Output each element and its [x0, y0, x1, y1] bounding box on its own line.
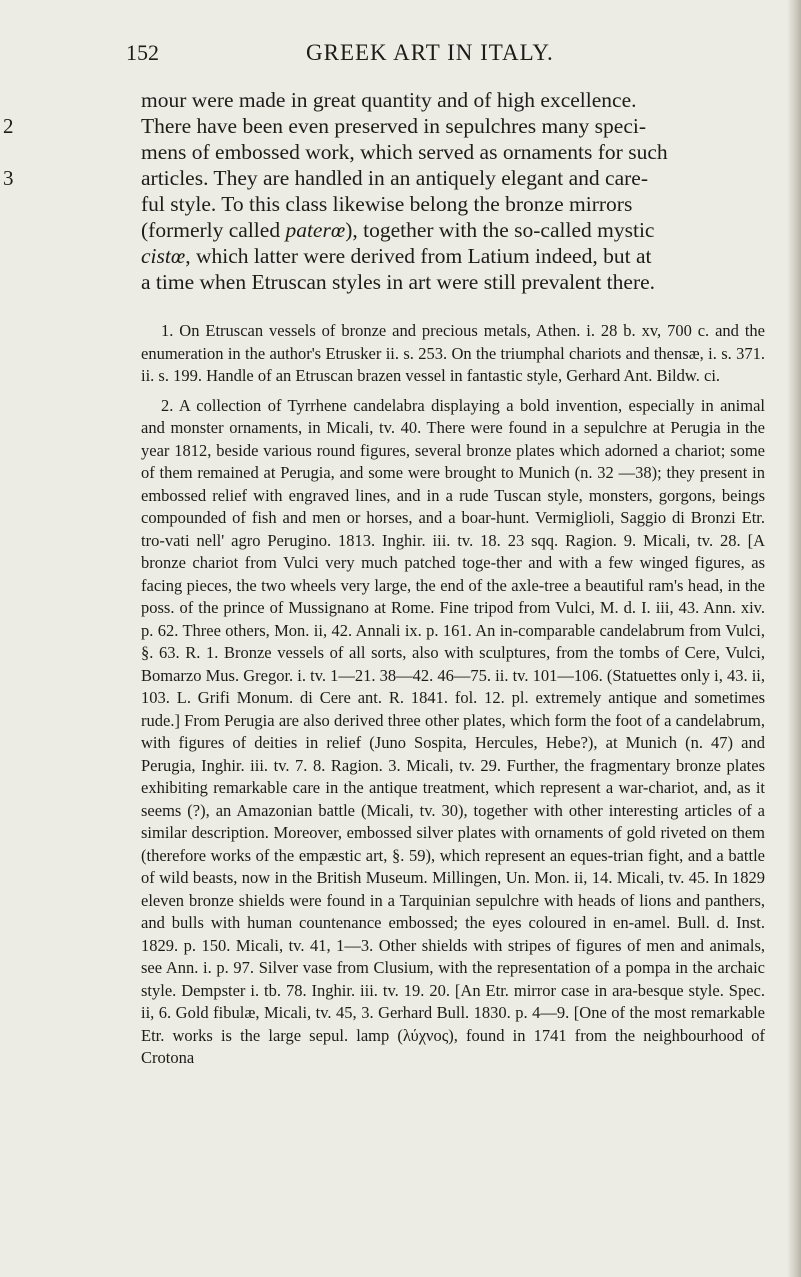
line-text: a time when Etruscan styles in art were still prevalent there. — [141, 270, 656, 294]
line-text: (formerly called paterœ), together with the so-called mystic — [141, 218, 655, 242]
text-line — [3, 165, 765, 191]
text-line — [141, 87, 765, 113]
main-text — [3, 87, 765, 295]
footnote-1: 1. On Etruscan vessels of bronze and precious metals, Athen. i. 28 b. xv, 700 c. and the enumeration in the author's Etrusker ii. s. 253. On the triumphal chariots and thensæ, i. s. 371. ii. s. 199. Handle of an Etruscan brazen vessel in fantastic style, Gerhard Ant. Bildw. ci. — [141, 321, 765, 385]
page-edge — [787, 0, 801, 1277]
text-line — [141, 269, 765, 295]
page-number: 152 — [126, 40, 159, 65]
page-header — [126, 40, 746, 70]
line-text: articles. They are handled in an antiquely elegant and care- — [141, 166, 649, 190]
text-line — [3, 113, 765, 139]
footnotes — [141, 320, 765, 1077]
italic-term: paterœ — [285, 218, 346, 242]
line-text: mour were made in great quantity and of high excellence. — [141, 88, 637, 112]
italic-term: cistœ — [141, 244, 186, 268]
footnote-2: 2. A collection of Tyrrhene candelabra displaying a bold invention, especially in animal and monster ornaments, in Micali, tv. 40. There were found in a sepulchre at Perugia in the year 1812, beside various round figures, several bronze plates which adorned a chariot; some of them remained at Perugia, and some were brought to Munich (n. 32 —38); they present in embossed relief with engraved lines, and in a rude Tuscan style, monsters, gorgons, beings compounded of fish and men or horses, and a boar-hunt. Vermiglioli, Saggio di Bronzi Etr. tro-vati nell' agro Perugino. 1813. Inghir. iii. tv. 18. 23 sqq. Ragion. 9. Micali, tv. 28. [A bronze chariot from Vulci very much patched toge-ther and with a few winged figures, as facing pieces, the two wheels very large, the end of the axle-tree a beautiful ram's head, in the poss. of the prince of Mussignano at Rome. Fine tripod from Vulci, M. d. I. iii, 43. Ann. xiv. p. 62. Three others, Mon. ii, 42. Annali ix. p. 161. An in-comparable candelabrum from Vulci, §. 63. R. 1. Bronze vessels of all sorts, also with sculptures, from the tombs of Cere, Vulci, Bomarzo Mus. Gregor. i. tv. 1—21. 38—42. 46—75. ii. tv. 101—106. (Statuettes only i, 43. ii, 103. L. Grifi Monum. di Cere ant. R. 1841. fol. 12. pl. extremely antique and sometimes rude.] From Perugia are also derived three other plates, which form the foot of a candelabrum, with figures of deities in relief (Juno Sospita, Hercules, Hebe?), at Munich (n. 47) and Perugia, Inghir. iii. tv. 7. 8. Ragion. 3. Micali, tv. 29. Further, the fragmentary bronze plates exhibiting remarkable care in the antique treatment, which represent a war-chariot, and, as it seems (?), an Amazonian battle (Micali, tv. 30), together with other interesting articles of a similar description. Moreover, embossed silver plates with ornaments of gold riveted on them (therefore works of the empæstic art, §. 59), which represent an eques-trian fight, and a battle of wild beasts, now in the British Museum. Millingen, Un. Mon. ii, 14. Micali, tv. 45. In 1829 eleven bronze shields were found in a Tarquinian sepulchre with heads of lions and panthers, and bulls with human countenance embossed; the eyes coloured in en-amel. Bull. d. Inst. 1829. p. 150. Micali, tv. 41, 1—3. Other shields with stripes of figures of men and animals, see Ann. i. p. 97. Silver vase from Clusium, with the representation of a pompa in the archaic style. Dempster i. tb. 78. Inghir. iii. tv. 19. 20. [An Etr. mirror case in ara-besque style. Spec. ii, 6. Gold fibulæ, Micali, tv. 45, 3. Gerhard Bull. 1830. p. 4—9. [One of the most remarkable Etr. works is the large sepul. lamp (λύχνος), found in 1741 from the neighbourhood of Crotona — [141, 395, 765, 1067]
margin-note-number: 2 — [3, 114, 14, 138]
text-line — [141, 139, 765, 165]
running-head: GREEK ART IN ITALY. — [306, 40, 554, 65]
margin-note-number: 3 — [3, 166, 14, 190]
line-text: mens of embossed work, which served as ornaments for such — [141, 140, 668, 164]
text-line — [141, 217, 765, 243]
line-text: ful style. To this class likewise belong the bronze mirrors — [141, 192, 633, 216]
text-line — [141, 191, 765, 217]
text-line — [141, 243, 765, 269]
line-text: There have been even preserved in sepulchres many speci- — [141, 114, 647, 138]
line-text: cistœ, which latter were derived from Latium indeed, but at — [141, 244, 652, 268]
